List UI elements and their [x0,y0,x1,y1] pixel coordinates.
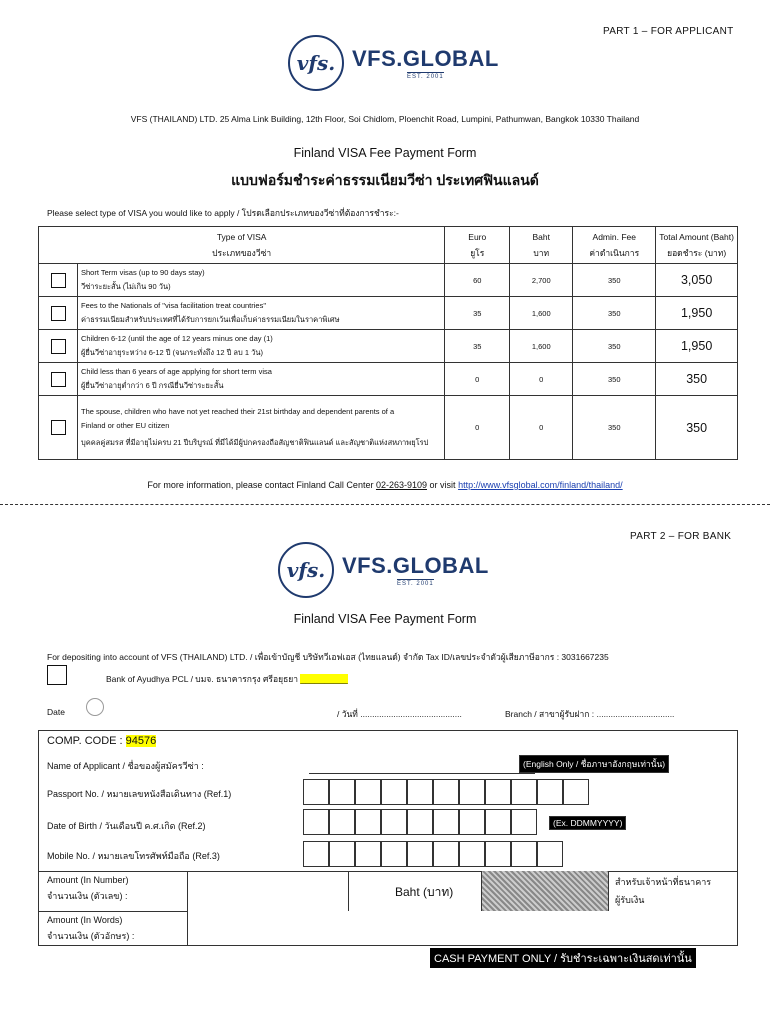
logo-est: EST. 2001 [407,74,444,80]
bank-slip-box [38,730,738,946]
visa-checkbox-children[interactable] [51,339,66,354]
amount-number-field[interactable] [187,871,349,911]
passport-boxes[interactable] [303,779,589,805]
table-header [39,227,738,264]
visa-fee-table [38,226,738,460]
part2-label: PART 2 – FOR BANK [630,531,732,542]
comp-code: 94576 [125,735,157,747]
logo-name: VFS.GLOBAL [342,553,489,578]
row-desc: Short Term visas (up to 90 days stay) วีซ่าระยะสั้น (ไม่เกิน 90 วัน) [78,264,445,297]
table-row: Fees to the Nationals of "visa facilitation treat countries" ค่าธรรมเนียมสำหรับประเทศที่ได้รับการยกเว้นเพื่อเก็บค่าธรรมเนียมในราคาพิเศษ 35 1,600 350 1,950 [39,297,738,330]
visa-checkbox-child-under-6[interactable] [51,372,66,387]
vfs-logo-bank [278,542,489,598]
row-desc: Fees to the Nationals of "visa facilitation treat countries" ค่าธรรมเนียมสำหรับประเทศที่ได้รับการยกเว้นเพื่อเก็บค่าธรรมเนียมในราคาพิเศษ [78,297,445,330]
divider [39,911,187,912]
visa-checkbox-family[interactable] [51,420,66,435]
bank-name-line: Bank of Ayudhya PCL / บมจ. ธนาคารกรุง ศรีอยุธยา __________ [106,674,348,684]
hatched-area [481,871,609,911]
cash-only-banner: CASH PAYMENT ONLY / รับชำระเฉพาะเงินสดเท่านั้น [430,948,696,968]
vfs-emblem-icon: vfs. [278,542,334,598]
krungsri-logo-icon [86,698,104,716]
baht-label: Baht (บาท) [395,885,454,899]
dob-format-note: (Ex. DDMMYYYY) [549,816,626,830]
dob-label: Date of Birth / วันเดือนปี ค.ศ.เกิด (Ref.2) [47,821,206,831]
title-en-bank: Finland VISA Fee Payment Form [293,612,477,626]
bank-officer-label: สำหรับเจ้าหน้าที่ธนาคาร ผู้รับเงิน [615,877,712,905]
row-desc: Child less than 6 years of age applying for short term visa ผู้ยื่นวีซ่าอายุต่ำกว่า 6 ปี กรณียื่นวีซ่าระยะสั้น [78,363,445,396]
table-row: The spouse, children who have not yet reached their 21st birthday and dependent parents of a Finland or other EU citizen บุคคลคู่สมรส ที่มีอายุไม่ครบ 21 ปีบริบูรณ์ ที่มีได้มีผู้ปกครองถือสัญชาติฟินแลนด์ และสัญชาติแห่งสหภาพยุโรป 0 0 350 350 [39,396,738,460]
comp-code-line: COMP. CODE : 94576 [47,735,157,747]
amount-words-label: Amount (In Words) จำนวนเงิน (ตัวอักษร) : [47,915,135,941]
vfs-logo [288,35,499,91]
date-field[interactable]: / วันที่ ........................................... [337,709,462,719]
applicant-name-field[interactable] [309,773,535,774]
call-center-phone[interactable]: 02-263-9109 [375,480,428,490]
bank-blank: __________ [300,674,348,684]
table-row: Child less than 6 years of age applying for short term visa ผู้ยื่นวีซ่าอายุต่ำกว่า 6 ปี กรณียื่นวีซ่าระยะสั้น 0 0 350 350 [39,363,738,396]
table-row: Children 6-12 (until the age of 12 years minus one day (1) ผู้ยื่นวีซ่าอายุระหว่าง 6-12 ปี (จนกระทั่งถึง 12 ปี ลบ 1 วัน) 35 1,600 350 1,950 [39,330,738,363]
address: VFS (THAILAND) LTD. 25 Alma Link Building, 12th Floor, Soi Chidlom, Ploenchit Road, Lumpini, Pathumwan, Bangkok 10330 Thailand [130,114,640,124]
vfs-emblem-icon: vfs. [288,35,344,91]
row-desc: The spouse, children who have not yet reached their 21st birthday and dependent parents of a Finland or other EU citizen บุคคลคู่สมรส ที่มีอายุไม่ครบ 21 ปีบริบูรณ์ ที่มีได้มีผู้ปกครองถือสัญชาติฟินแลนด์ และสัญชาติแห่งสหภาพยุโรป [78,396,445,460]
english-only-note: (English Only / ชื่อภาษาอังกฤษเท่านั้น) [519,755,669,773]
mobile-boxes[interactable] [303,841,563,867]
amount-number-label: Amount (In Number) จำนวนเงิน (ตัวเลข) : [47,875,129,901]
passport-label: Passport No. / หมายเลขหนังสือเดินทาง (Ref.1) [47,789,232,799]
header-baht: Baht บาท [510,227,573,264]
logo-est: EST. 2001 [397,581,434,587]
header-admin: Admin. Fee ค่าดำเนินการ [573,227,656,264]
header-total: Total Amount (Baht) ยอดชำระ (บาท) [656,227,738,264]
table-row: Short Term visas (up to 90 days stay) วีซ่าระยะสั้น (ไม่เกิน 90 วัน) 60 2,700 350 3,050 [39,264,738,297]
dob-boxes[interactable] [303,809,537,835]
header-euro: Euro ยูโร [445,227,510,264]
divider [187,911,188,945]
vfs-website-link[interactable]: http://www.vfsglobal.com/finland/thailand/ [458,480,623,490]
divider [39,871,737,872]
bank-checkbox[interactable] [47,665,67,685]
cut-line [0,504,770,505]
title-th: แบบฟอร์มชำระค่าธรรมเนียมวีซ่า ประเทศฟินแลนด์ [231,172,539,188]
part1-label: PART 1 – FOR APPLICANT [603,26,734,37]
mobile-label: Mobile No. / หมายเลขโทรศัพท์มือถือ (Ref.3) [47,851,220,861]
visa-checkbox-short-term[interactable] [51,273,66,288]
title-en: Finland VISA Fee Payment Form [293,146,477,160]
contact-line: For more information, please contact Finland Call Center 02-263-9109 or visit http://www.vfsglobal.com/finland/thailand/ [147,480,623,490]
applicant-label: Name of Applicant / ชื่อของผู้สมัครวีซ่า : [47,761,204,771]
row-desc: Children 6-12 (until the age of 12 years minus one day (1) ผู้ยื่นวีซ่าอายุระหว่าง 6-12 ปี (จนกระทั่งถึง 12 ปี ลบ 1 วัน) [78,330,445,363]
header-type: Type of VISA ประเภทของวีซ่า [39,227,445,264]
date-label: Date [47,707,65,717]
logo-name: VFS.GLOBAL [352,46,499,71]
branch-field[interactable]: Branch / สาขาผู้รับฝาก : ................................. [505,709,675,719]
deposit-text: For depositing into account of VFS (THAILAND) LTD. / เพื่อเข้าบัญชี บริษัทวีเอฟเอส (ไทยแลนด์) จำกัด Tax ID/เลขประจำตัวผู้เสียภาษีอากร : 3031667235 [47,652,609,662]
visa-checkbox-facilitation[interactable] [51,306,66,321]
instruction: Please select type of VISA you would like to apply / โปรดเลือกประเภทของวีซ่าที่ต้องการชำระ:- [47,208,399,218]
